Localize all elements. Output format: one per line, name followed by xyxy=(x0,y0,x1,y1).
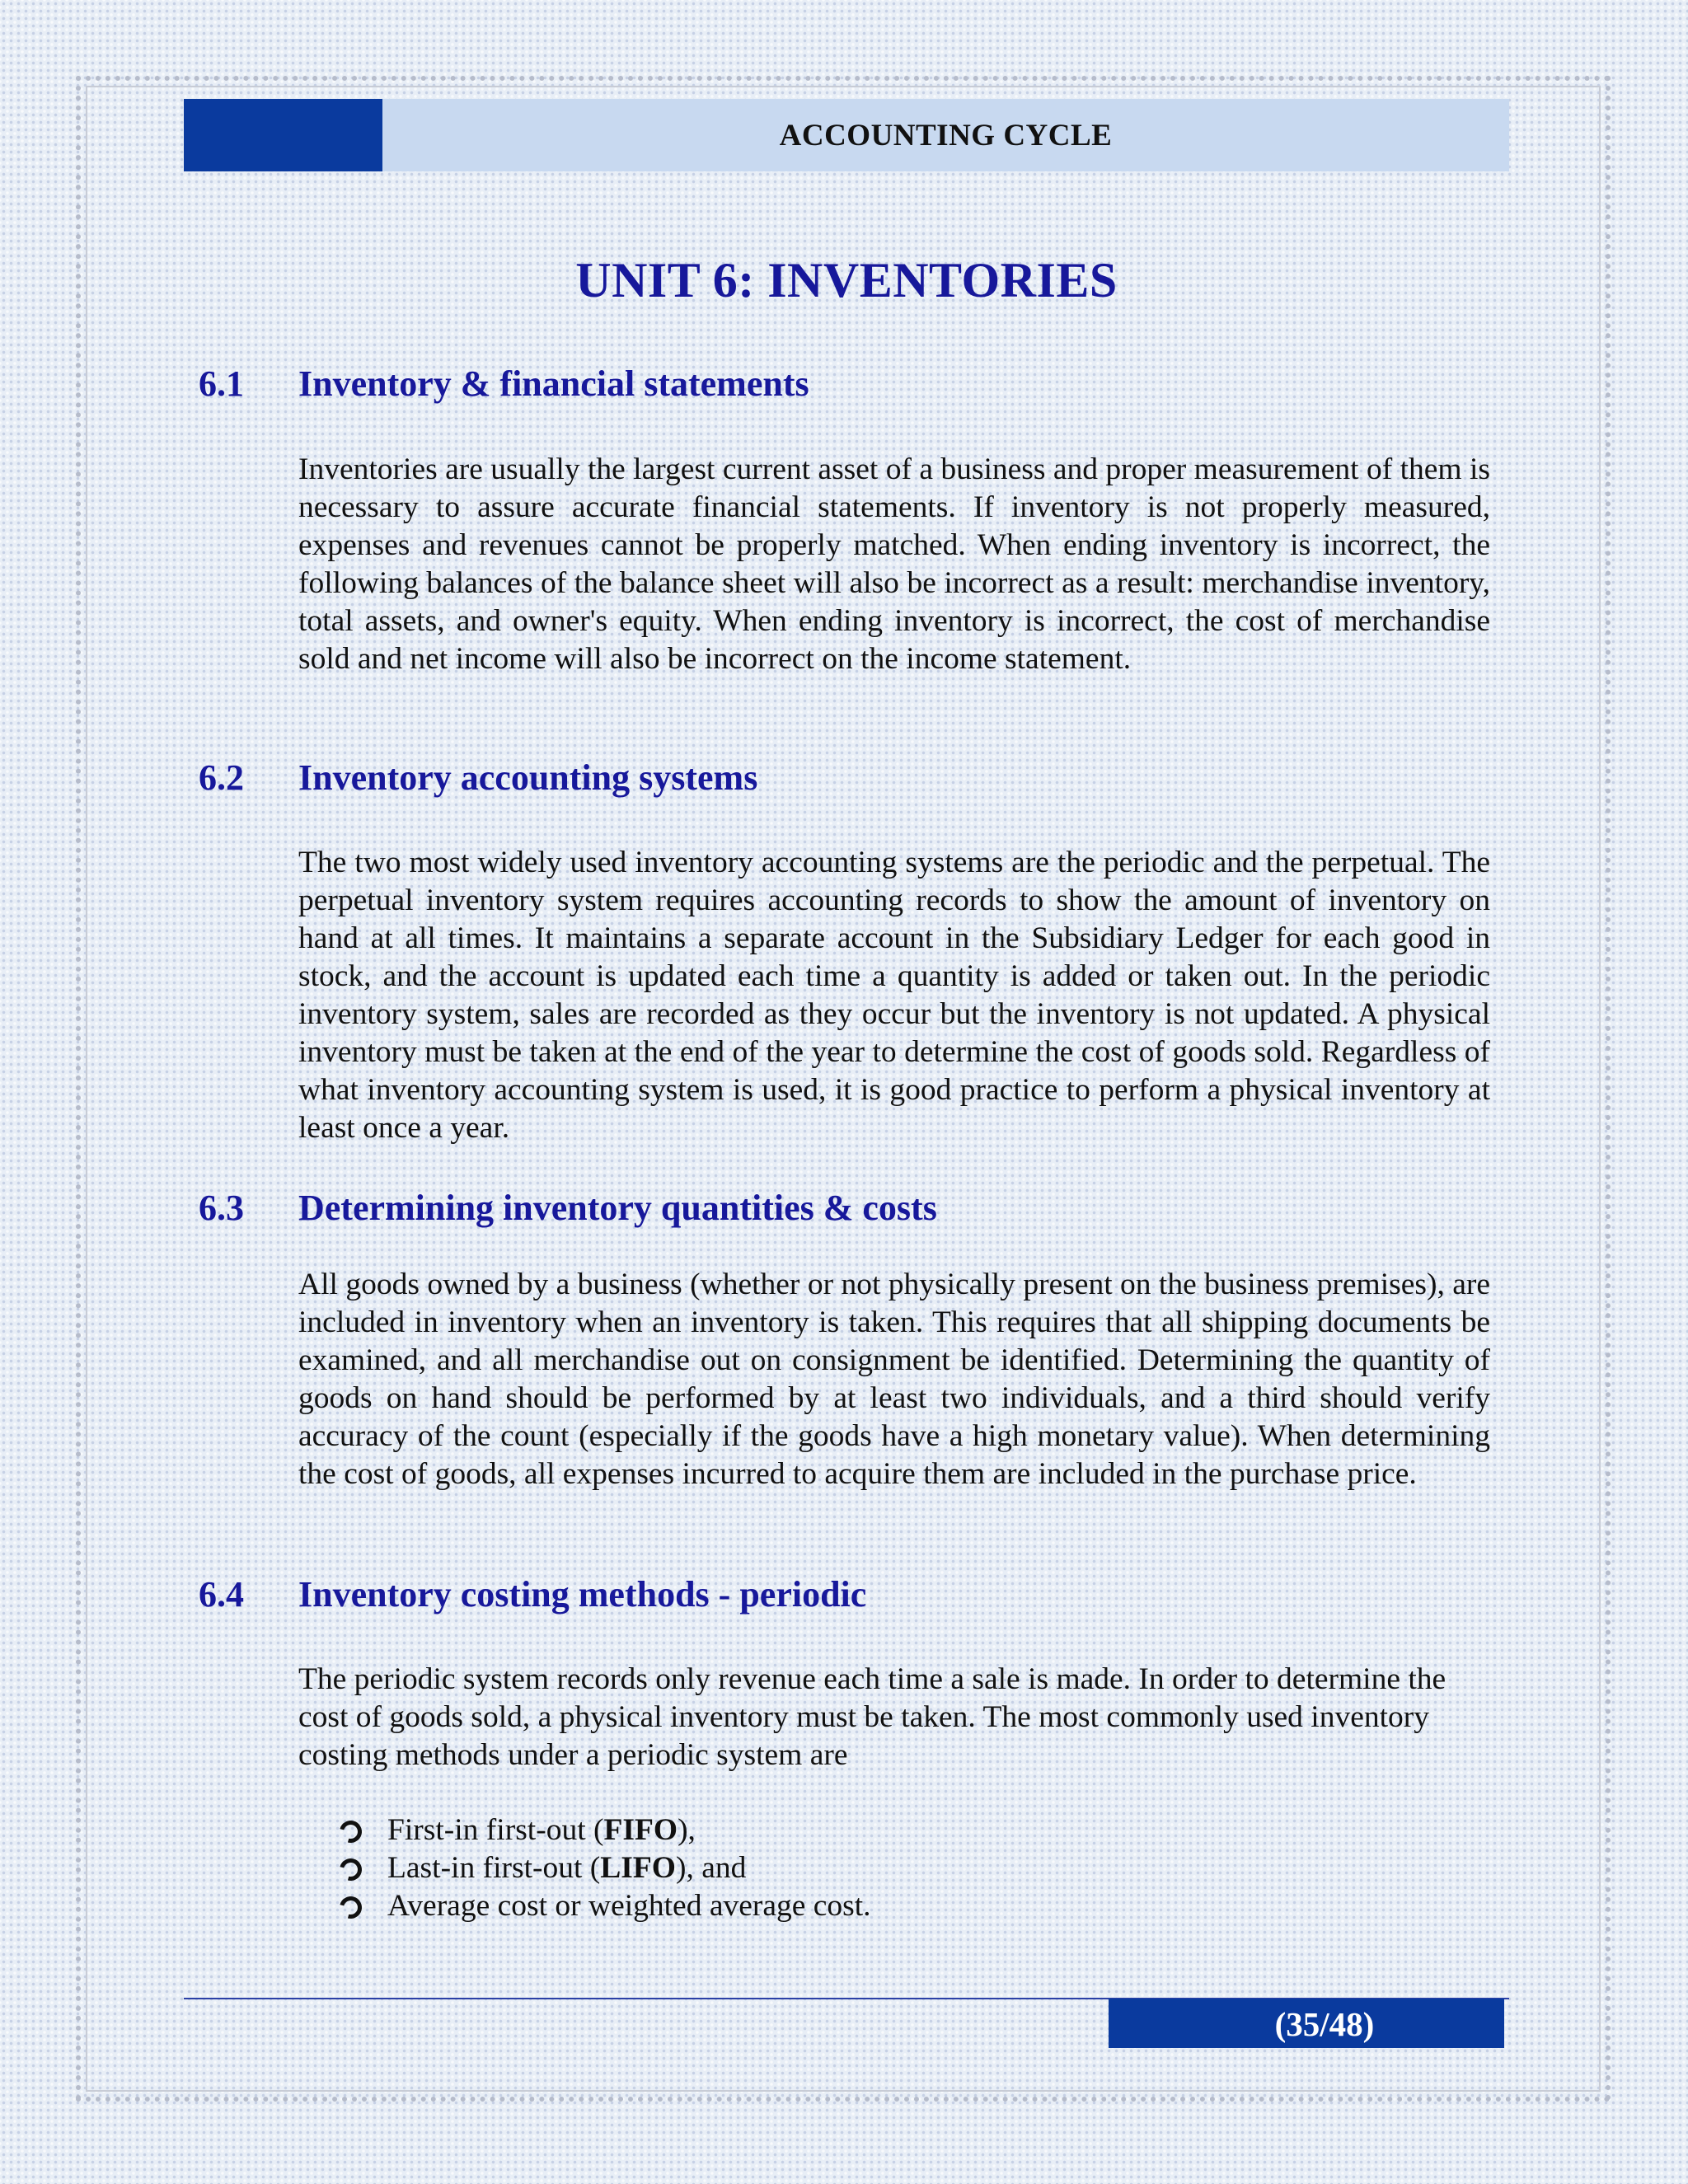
list-item xyxy=(340,1811,871,1849)
list-item-text-end: ), and xyxy=(675,1851,747,1885)
section-heading: Inventory accounting systems xyxy=(298,757,758,798)
section-paragraph: The periodic system records only revenue each time a sale is made. In order to determine the cost of goods sold, a physical inventory must be taken. The most commonly used inventory costing methods under a periodic system are xyxy=(298,1662,1447,1772)
section-number: 6.4 xyxy=(199,1574,244,1615)
header-title: ACCOUNTING CYCLE xyxy=(779,119,1113,152)
section-paragraph: All goods owned by a business (whether or not physically present on the business premises), are included in inventory when an inventory is taken. This requires that all shipping documents be examined, and all merchandise out on consignment be identified. Determining the quantity of goods on hand should be performed by at least two individuals, and a third should verify accuracy of the count (especially if the goods have a high monetary value). When determining the cost of goods, all expenses incurred to acquire them are included in the purchase price. xyxy=(298,1268,1490,1491)
section-number: 6.2 xyxy=(199,757,244,798)
list-item-acronym: LIFO xyxy=(600,1851,676,1885)
header-accent-block xyxy=(184,99,382,171)
section-heading: Determining inventory quantities & costs xyxy=(298,1188,937,1228)
list-item-text: Last-in first-out ( xyxy=(387,1851,601,1885)
section-paragraph: Inventories are usually the largest current asset of a business and proper measurement of them is necessary to assure accurate financial statements. If inventory is not properly measured, expenses and revenues cannot be properly matched. When ending inventory is incorrect, the following balances of the balance sheet will also be incorrect as a result: merchandise inventory, total assets, and owner's equity. When ending inventory is incorrect, the cost of merchandise sold and net income will also be incorrect on the income statement. xyxy=(298,452,1490,676)
hollow-circle-bullet-icon xyxy=(335,1854,366,1885)
list-item xyxy=(340,1887,871,1925)
section-heading: Inventory & financial statements xyxy=(298,363,809,404)
header-band xyxy=(184,99,1509,171)
list-item-acronym: FIFO xyxy=(603,1813,678,1847)
hollow-circle-bullet-icon xyxy=(335,1892,366,1923)
section-heading: Inventory costing methods - periodic xyxy=(298,1574,867,1615)
list-item-text: First-in first-out ( xyxy=(387,1813,604,1847)
list-item xyxy=(340,1849,871,1887)
hollow-circle-bullet-icon xyxy=(335,1816,366,1847)
section-paragraph: The two most widely used inventory accounting systems are the periodic and the perpetual. The perpetual inventory system requires accounting records to show the amount of inventory on hand at all times. It maintains a separate account in the Subsidiary Ledger for each good in stock, and the account is updated each time a quantity is added or taken out. In the periodic inventory system, sales are recorded as they occur but the inventory is not updated. A physical inventory must be taken at the end of the year to determine the cost of goods sold. Regardless of what inventory accounting system is used, it is good practice to perform a physical inventory at least once a year. xyxy=(298,846,1490,1145)
section-number: 6.3 xyxy=(199,1188,244,1228)
page-number-badge xyxy=(1109,1999,1504,2048)
page-number: (35/48) xyxy=(1274,2005,1375,2043)
list-item-text-end: ), xyxy=(678,1813,696,1847)
unit-title: UNIT 6: INVENTORIES xyxy=(575,253,1118,307)
list-item-text: Average cost or weighted average cost. xyxy=(387,1889,871,1923)
section-number: 6.1 xyxy=(199,363,244,404)
costing-methods-list xyxy=(340,1811,871,1925)
